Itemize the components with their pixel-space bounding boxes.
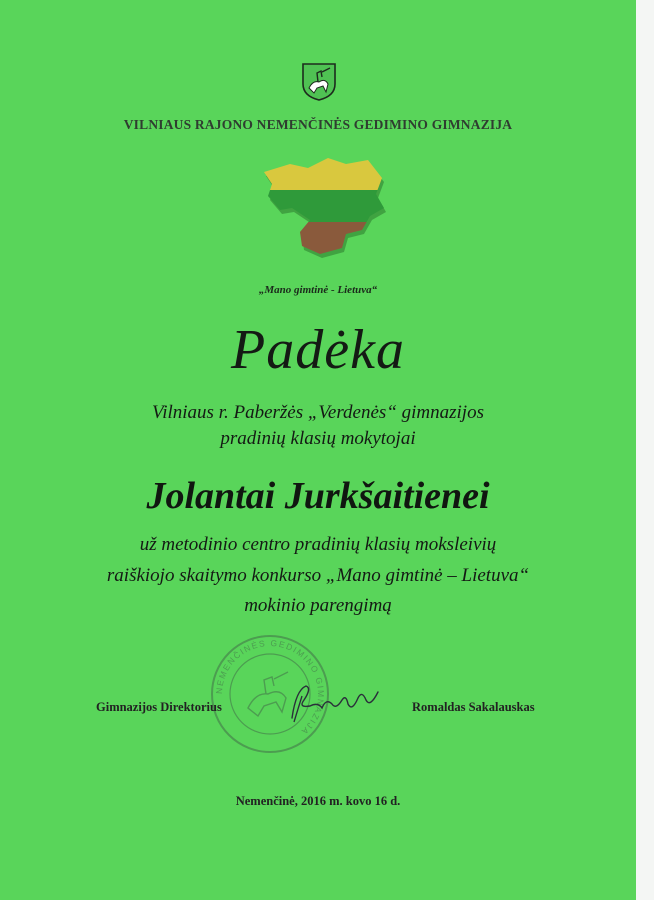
school-name: VILNIAUS RAJONO NEMENČINĖS GEDIMINO GIMNAZIJA (123, 117, 513, 132)
signatory-role: Gimnazijos Direktorius (96, 700, 222, 714)
signatory-name: Romaldas Sakalauskas (412, 700, 535, 714)
reason-line-2: raiškiojo skaitymo konkurso „Mano gimtinė – Lietuva“ (106, 565, 530, 586)
recipient-line-2: pradinių klasių mokytojai (220, 428, 416, 449)
certificate-title: Padėka (231, 319, 405, 381)
lithuania-map-icon (250, 150, 390, 260)
place-and-date: Nemenčinė, 2016 m. kovo 16 d. (235, 794, 401, 808)
coat-of-arms-icon (301, 62, 337, 102)
recipient-name: Jolantai Jurkšaitienei (146, 475, 490, 517)
recipient-line-1: Vilniaus r. Paberžės „Verdenės“ gimnazijos (152, 402, 484, 423)
signature-icon (282, 678, 392, 728)
scan-margin (636, 0, 654, 900)
stamp-text: NEMENČINĖS GEDIMINO GIMNAZIJA (213, 637, 327, 738)
motto: „Mano gimtinė - Lietuva“ (258, 284, 378, 296)
reason-line-1: už metodinio centro pradinių klasių moksleivių (139, 534, 497, 555)
reason-line-3: mokinio parengimą (244, 595, 392, 616)
